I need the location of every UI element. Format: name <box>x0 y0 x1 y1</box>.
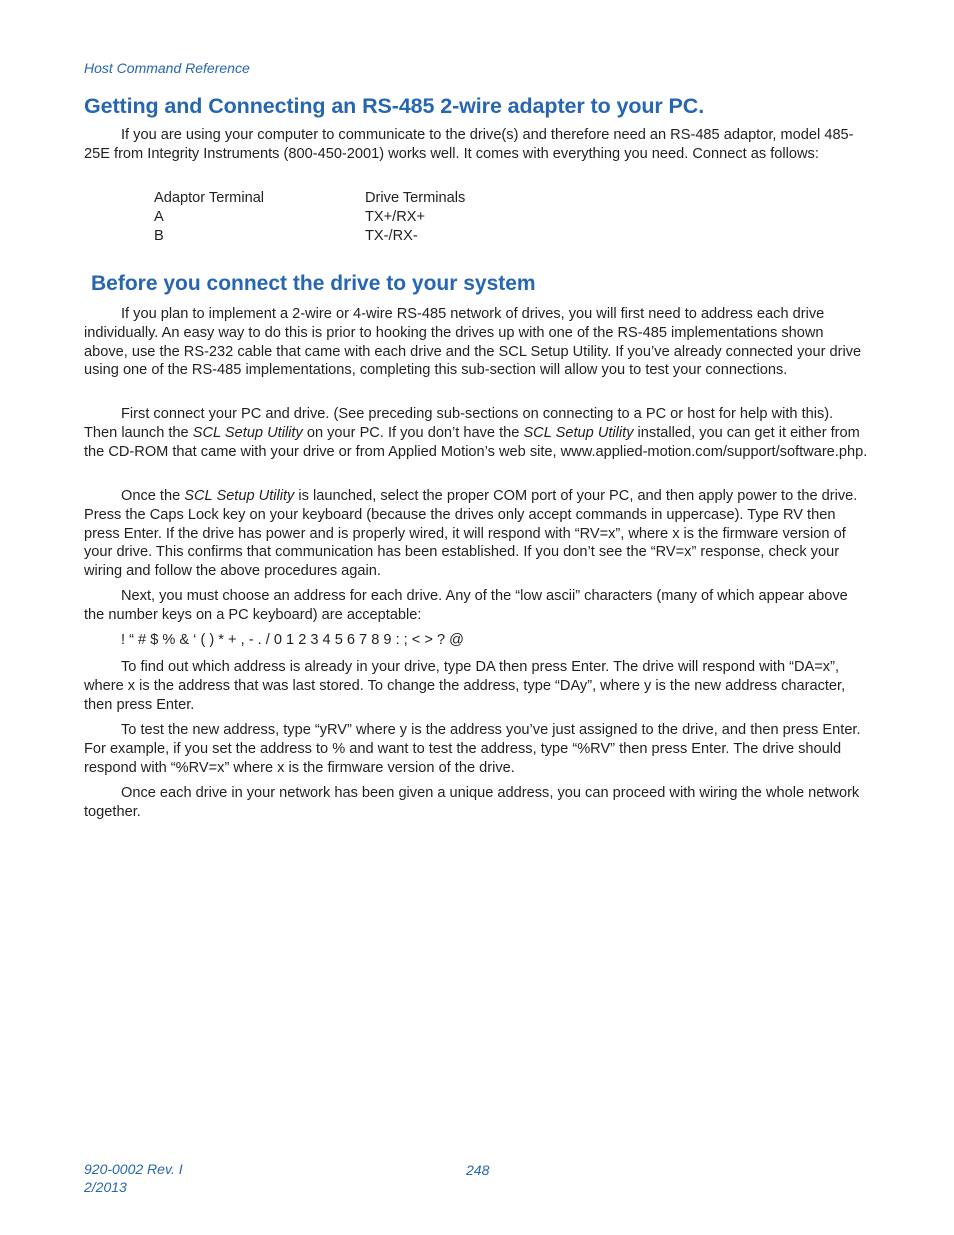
paragraph-choose-address: Next, you must choose an address for each drive. Any of the “low ascii” characters (many of which appear above the number keys on a PC keyboard) are acceptable: <box>84 588 848 623</box>
paragraph-wire-network: Once each drive in your network has been given a unique address, you can proceed with wiring the whole network together. <box>84 785 860 820</box>
ascii-character-list: ! “ # $ % & ‘ ( ) * + , - . / 0 1 2 3 4 5 6 7 8 9 : ; < > ? @ <box>121 632 464 648</box>
footer-doc-info <box>84 1160 183 1196</box>
footer-doc-number: 920-0002 Rev. I <box>84 1161 183 1177</box>
section-title-before-connect: Before you connect the drive to your system <box>91 272 536 295</box>
terminal-table <box>154 189 465 246</box>
table-header-drive: Drive Terminals <box>365 190 466 206</box>
paragraph-test-address: To test the new address, type “yRV” where y is the address you’ve just assigned to the drive, and then press Enter. For example, if you set the address to % and want to test the address, type “%RV” then press Enter. The drive should respond with “%RV=x” where x is the firmware version of the drive. <box>84 722 861 776</box>
table-row <box>154 208 465 227</box>
running-header: Host Command Reference <box>84 60 250 76</box>
table-cell: B <box>154 228 164 244</box>
paragraph-com-port: Once the SCL Setup Utility is launched, select the proper COM port of your PC, and then apply power to the drive. Press the Caps Lock key on your keyboard (because the drives only accept commands in uppercase). Type RV then press Enter. If the drive has power and is properly wired, it will respond with “RV=x”, where x is the firmware version of your drive. This confirms that communication has been established. If you don’t see the “RV=x” response, check your wiring and follow the above procedures again. <box>84 488 858 580</box>
table-header-adaptor: Adaptor Terminal <box>154 190 265 206</box>
table-row <box>154 227 465 246</box>
adapter-intro-paragraph: If you are using your computer to communicate to the drive(s) and therefore need an RS-485 adaptor, model 485-25E from Integrity Instruments (800-450-2001) works well. It comes with everything you need. Connect as follows: <box>84 127 854 162</box>
page-number: 248 <box>466 1162 490 1178</box>
section-title-rs485-adapter: Getting and Connecting an RS-485 2-wire adapter to your PC. <box>84 94 705 118</box>
table-cell: TX-/RX- <box>365 228 418 244</box>
paragraph-launch-utility: First connect your PC and drive. (See preceding sub-sections on connecting to a PC or host for help with this). Then launch the SCL Setup Utility on your PC. If you don’t have the SCL Setup Utility installed, you can get it either from the CD-ROM that came with your drive or from Applied Motion’s web site, www.applied-motion.com/support/software.php. <box>84 406 868 460</box>
table-cell: A <box>154 209 164 225</box>
footer-date: 2/2013 <box>84 1179 127 1195</box>
paragraph-addressing: If you plan to implement a 2-wire or 4-wire RS-485 network of drives, you will first need to address each drive individually. An easy way to do this is prior to hooking the drives up with one of the RS-485 implementations shown above, use the RS-232 cable that came with each drive and the SCL Setup Utility. If you’ve already connected your drive using one of the RS-485 implementations, completing this sub-section will allow you to test your connections. <box>84 306 862 379</box>
paragraph-find-address: To find out which address is already in your drive, type DA then press Enter. The drive will respond with “DA=x”, where x is the address that was last stored. To change the address, type “DAy”, where y is the new address character, then press Enter. <box>84 659 846 713</box>
table-header-row <box>154 189 465 208</box>
table-cell: TX+/RX+ <box>365 209 426 225</box>
